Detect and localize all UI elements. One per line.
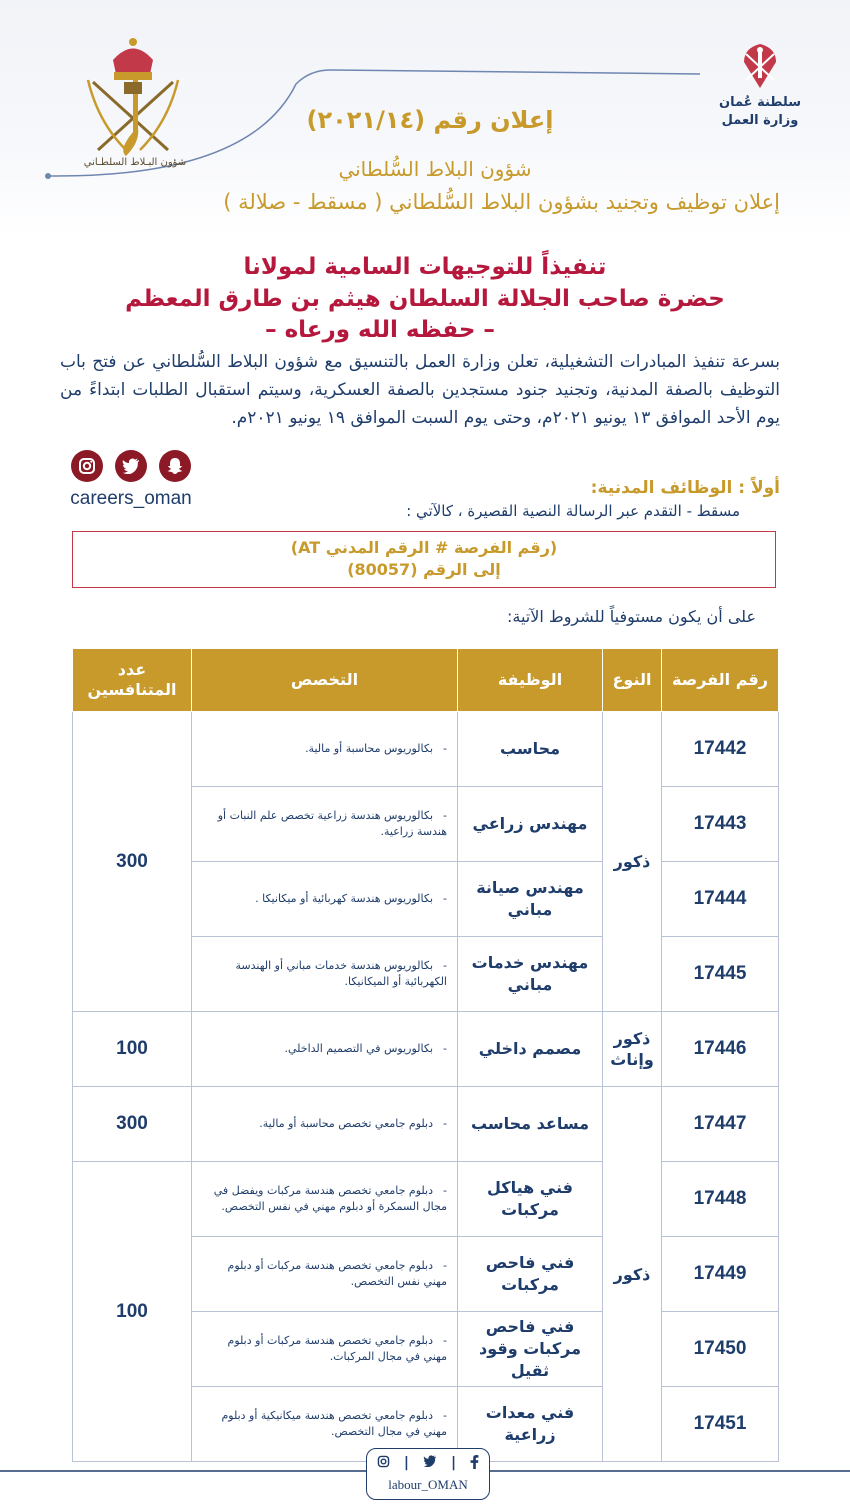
opportunity-number: 17451 <box>662 1387 779 1462</box>
competitors-count: 300 <box>73 1087 192 1162</box>
section-subtitle: مسقط - التقدم عبر الرسالة النصية القصيرة ، كالآتي : <box>406 502 740 520</box>
careers-handle[interactable]: careers_oman <box>70 488 192 509</box>
table-row <box>73 1087 779 1162</box>
gender-cell: ذكور <box>603 712 662 1012</box>
ministry-of-labour-logo <box>700 40 820 150</box>
specialization: -بكالوريوس هندسة زراعية تخصص علم النبات أو هندسة زراعية. <box>192 787 458 862</box>
social-links <box>66 450 196 510</box>
gender-cell: ذكور <box>603 1087 662 1462</box>
specialization: -دبلوم جامعي تخصص هندسة مركبات أو دبلوم مهني نفس التخصص. <box>192 1237 458 1312</box>
sms-format-line: (رقم الفرصة # الرقم المدني AT) <box>290 538 558 557</box>
competitors-count: 300 <box>73 712 192 1012</box>
competitors-count: 100 <box>73 1012 192 1087</box>
header-type: النوع <box>603 649 662 712</box>
footer-social-box: | | labour_OMAN <box>366 1448 490 1500</box>
opportunity-number: 17444 <box>662 862 779 937</box>
subtitle-recruitment: إعلان توظيف وتجنيد بشؤون البلاط السُّلطاني ( مسقط - صلالة ) <box>223 190 780 214</box>
instagram-icon[interactable] <box>377 1455 390 1473</box>
twitter-icon[interactable] <box>115 450 147 482</box>
opportunity-number: 17442 <box>662 712 779 787</box>
facebook-icon[interactable] <box>470 1455 479 1473</box>
job-title: فني فاحص مركبات وقود ثقيل <box>458 1312 603 1387</box>
twitter-icon[interactable] <box>423 1455 437 1473</box>
announcement-title: إعلان رقم (٢٠٢١/١٤) <box>306 106 554 134</box>
headline-line1: تنفيذاً للتوجيهات السامية لمولانا <box>243 254 607 280</box>
section-title-civil-jobs: أولاً : الوظائف المدنية: <box>590 478 780 498</box>
opportunity-number: 17448 <box>662 1162 779 1237</box>
job-title: فني فاحص مركبات <box>458 1237 603 1312</box>
header-job: الوظيفة <box>458 649 603 712</box>
specialization: -بكالوريوس في التصميم الداخلي. <box>192 1012 458 1087</box>
header-specialization: التخصص <box>192 649 458 712</box>
ministry-name-line1: سلطنة عُمان <box>718 95 802 110</box>
specialization: -دبلوم جامعي تخصص هندسة مركبات أو دبلوم مهني في مجال المركبات. <box>192 1312 458 1387</box>
opportunity-number: 17443 <box>662 787 779 862</box>
royal-court-caption: شؤون البـلاط السلطـاني <box>83 157 187 168</box>
specialization: -دبلوم جامعي تخصص هندسة مركبات ويفضل في مجال السمكرة أو دبلوم مهني في نفس التخصص. <box>192 1162 458 1237</box>
sms-instructions-box <box>72 531 776 588</box>
header-competitors: عدد المتنافسين <box>73 649 192 712</box>
job-title: محاسب <box>458 712 603 787</box>
gender-cell: ذكور وإناث <box>603 1012 662 1087</box>
table-header-row <box>73 649 779 712</box>
job-title: مهندس صيانة مباني <box>458 862 603 937</box>
specialization: -بكالوريوس محاسبة أو مالية. <box>192 712 458 787</box>
specialization: -بكالوريوس هندسة كهربائية أو ميكانيكا . <box>192 862 458 937</box>
job-title: مساعد محاسب <box>458 1087 603 1162</box>
opportunity-number: 17445 <box>662 937 779 1012</box>
table-row <box>73 712 779 787</box>
labour-handle[interactable]: labour_OMAN <box>388 1477 468 1492</box>
competitors-count: 100 <box>73 1162 192 1462</box>
specialization: -دبلوم جامعي تخصص هندسة ميكانيكية أو دبلوم مهني في مجال التخصص. <box>192 1387 458 1462</box>
opportunity-number: 17447 <box>662 1087 779 1162</box>
table-row <box>73 1012 779 1087</box>
headline-line3: – حفظه الله ورعاه – <box>265 317 495 343</box>
job-title: فني معدات زراعية <box>458 1387 603 1462</box>
instagram-icon[interactable] <box>71 450 103 482</box>
sms-number-line: إلى الرقم (80057) <box>347 560 501 579</box>
job-title: مصمم داخلي <box>458 1012 603 1087</box>
conditions-text: على أن يكون مستوفياً للشروط الآتية: <box>506 607 756 626</box>
opportunity-number: 17446 <box>662 1012 779 1087</box>
body-paragraph: بسرعة تنفيذ المبادرات التشغيلية، تعلن وزارة العمل بالتنسيق مع شؤون البلاط السُّلطاني عن فتح باب التوظيف بالصفة المدنية، وتجنيد جنود مستجدين بالصفة العسكرية، وسيتم استقبال الطلبات ابتداءً من يوم الأحد الموافق ١٣ يونيو ٢٠٢١م، وحتى يوم السبت الموافق ١٩ يونيو ٢٠٢١م. <box>60 352 780 428</box>
jobs-table <box>72 648 779 1462</box>
specialization: -دبلوم جامعي تخصص محاسبة أو مالية. <box>192 1087 458 1162</box>
ministry-name-line2: وزارة العمل <box>721 113 799 128</box>
headline-line2: حضرة صاحب الجلالة السلطان هيثم بن طارق المعظم <box>125 286 725 312</box>
opportunity-number: 17449 <box>662 1237 779 1312</box>
job-title: مهندس خدمات مباني <box>458 937 603 1012</box>
specialization: -بكالوريوس هندسة خدمات مباني أو الهندسة الكهربائية أو الميكانيكا. <box>192 937 458 1012</box>
opportunity-number: 17450 <box>662 1312 779 1387</box>
subtitle-royal-court: شؤون البلاط السُّلطاني <box>338 157 532 181</box>
job-title: فني هياكل مركبات <box>458 1162 603 1237</box>
snapchat-icon[interactable] <box>159 450 191 482</box>
header-opportunity: رقم الفرصة <box>662 649 779 712</box>
table-row <box>73 1162 779 1237</box>
job-title: مهندس زراعي <box>458 787 603 862</box>
